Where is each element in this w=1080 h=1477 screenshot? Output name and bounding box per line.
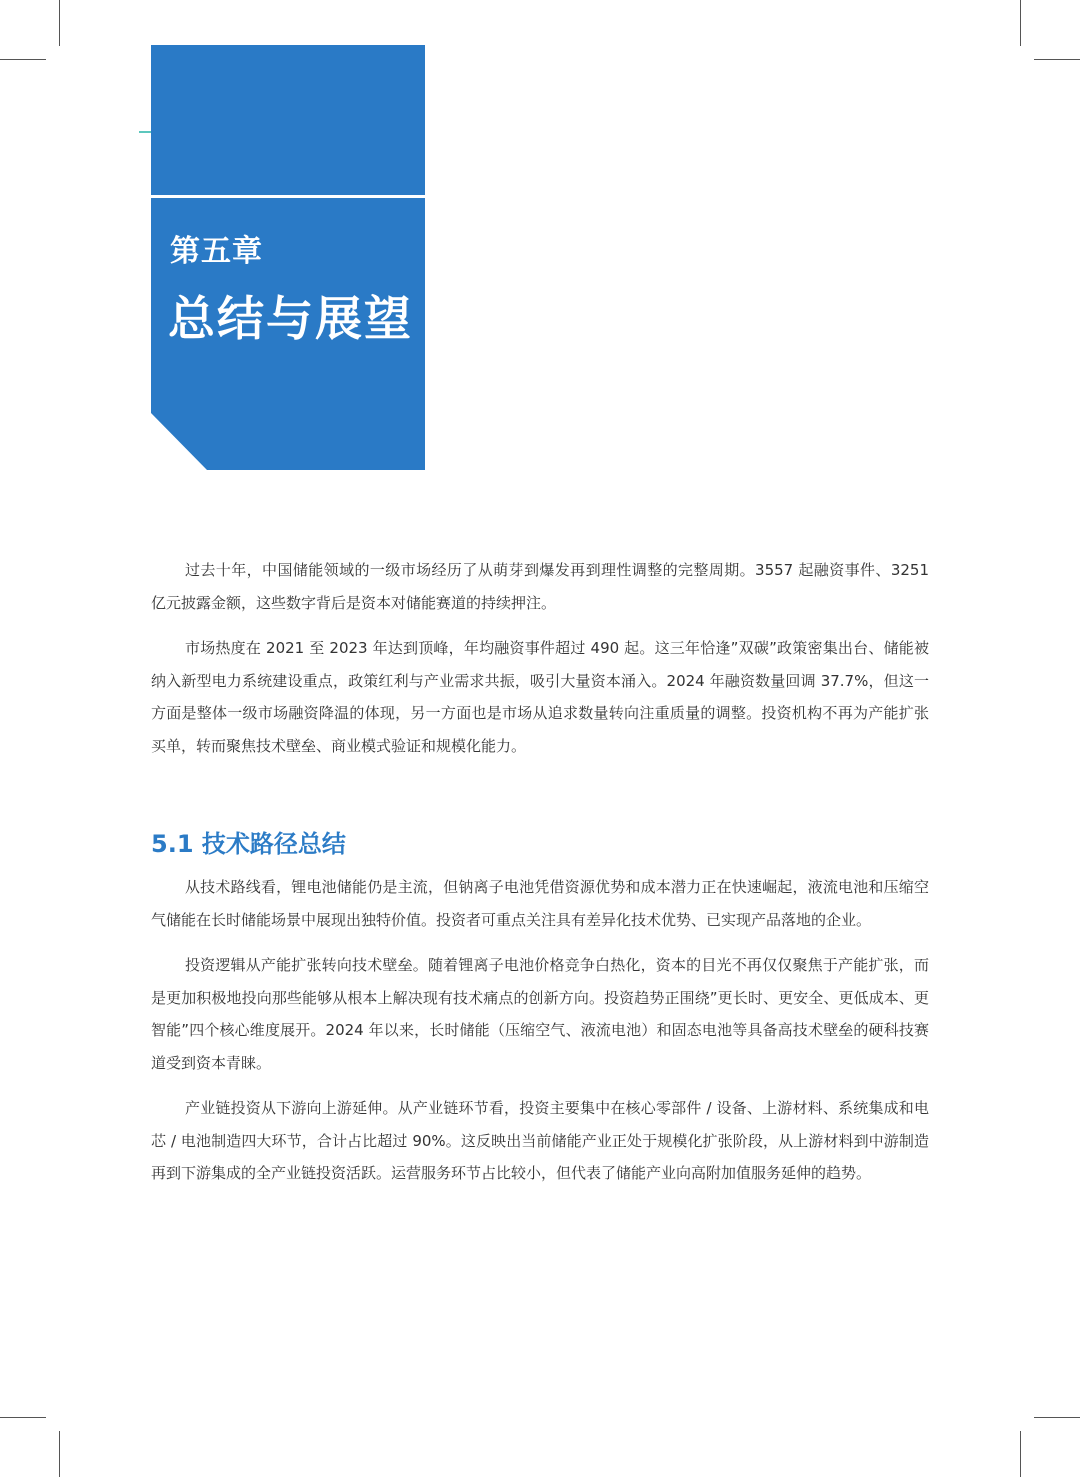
- chapter-number: 第五章: [170, 234, 263, 269]
- crop-mark-bottom-right-vertical: [1020, 1431, 1021, 1477]
- crop-mark-top-right-horizontal: [1034, 59, 1080, 60]
- crop-mark-top-left-vertical: [59, 0, 60, 46]
- chapter-title: 总结与展望: [168, 292, 413, 347]
- section-paragraph-2: 投资逻辑从产能扩张转向技术壁垒。随着锂离子电池价格竞争白热化，资本的目光不再仅仅聚焦于产能扩张，而是更加积极地投向那些能够从根本上解决现有技术痛点的创新方向。投资趋势正围绕”更长时、更安全、更低成本、更智能”四个核心维度展开。2024 年以来，长时储能（压缩空气、液流电池）和固态电池等具备高技术壁垒的硬科技赛道受到资本青睐。: [151, 956, 929, 1072]
- crop-mark-bottom-right-horizontal: [1034, 1417, 1080, 1418]
- crop-mark-bottom-left-vertical: [59, 1431, 60, 1477]
- section-heading: 5.1 技术路径总结: [151, 830, 346, 858]
- intro-paragraph-2: 市场热度在 2021 至 2023 年达到顶峰，年均融资事件超过 490 起。这三年恰逢”双碳”政策密集出台、储能被纳入新型电力系统建设重点，政策红利与产业需求共振，吸引大量资本涌入。2024 年融资数量回调 37.7%，但这一方面是整体一级市场融资降温的体现，另一方面也是市场从追求数量转向注重质量的调整。投资机构不再为产能扩张买单，转而聚焦技术壁垒、商业模式验证和规模化能力。: [151, 639, 929, 755]
- accent-tick: [139, 131, 151, 133]
- crop-mark-bottom-left-horizontal: [0, 1417, 46, 1418]
- chapter-banner-divider: [151, 195, 425, 198]
- section-paragraph-1: 从技术路线看，锂电池储能仍是主流，但钠离子电池凭借资源优势和成本潜力正在快速崛起，液流电池和压缩空气储能在长时储能场景中展现出独特价值。投资者可重点关注具有差异化技术优势、已实现产品落地的企业。: [151, 878, 929, 929]
- section-paragraph-3: 产业链投资从下游向上游延伸。从产业链环节看，投资主要集中在核心零部件 / 设备、上游材料、系统集成和电芯 / 电池制造四大环节，合计占比超过 90%。这反映出当前储能产业正处于规模化扩张阶段，从上游材料到中游制造再到下游集成的全产业链投资活跃。运营服务环节占比较小，但代表了储能产业向高附加值服务延伸的趋势。: [151, 1099, 929, 1182]
- crop-mark-top-right-vertical: [1020, 0, 1021, 46]
- crop-mark-top-left-horizontal: [0, 59, 46, 60]
- intro-paragraph-1: 过去十年，中国储能领域的一级市场经历了从萌芽到爆发再到理性调整的完整周期。3557 起融资事件、3251 亿元披露金额，这些数字背后是资本对储能赛道的持续押注。: [151, 561, 929, 612]
